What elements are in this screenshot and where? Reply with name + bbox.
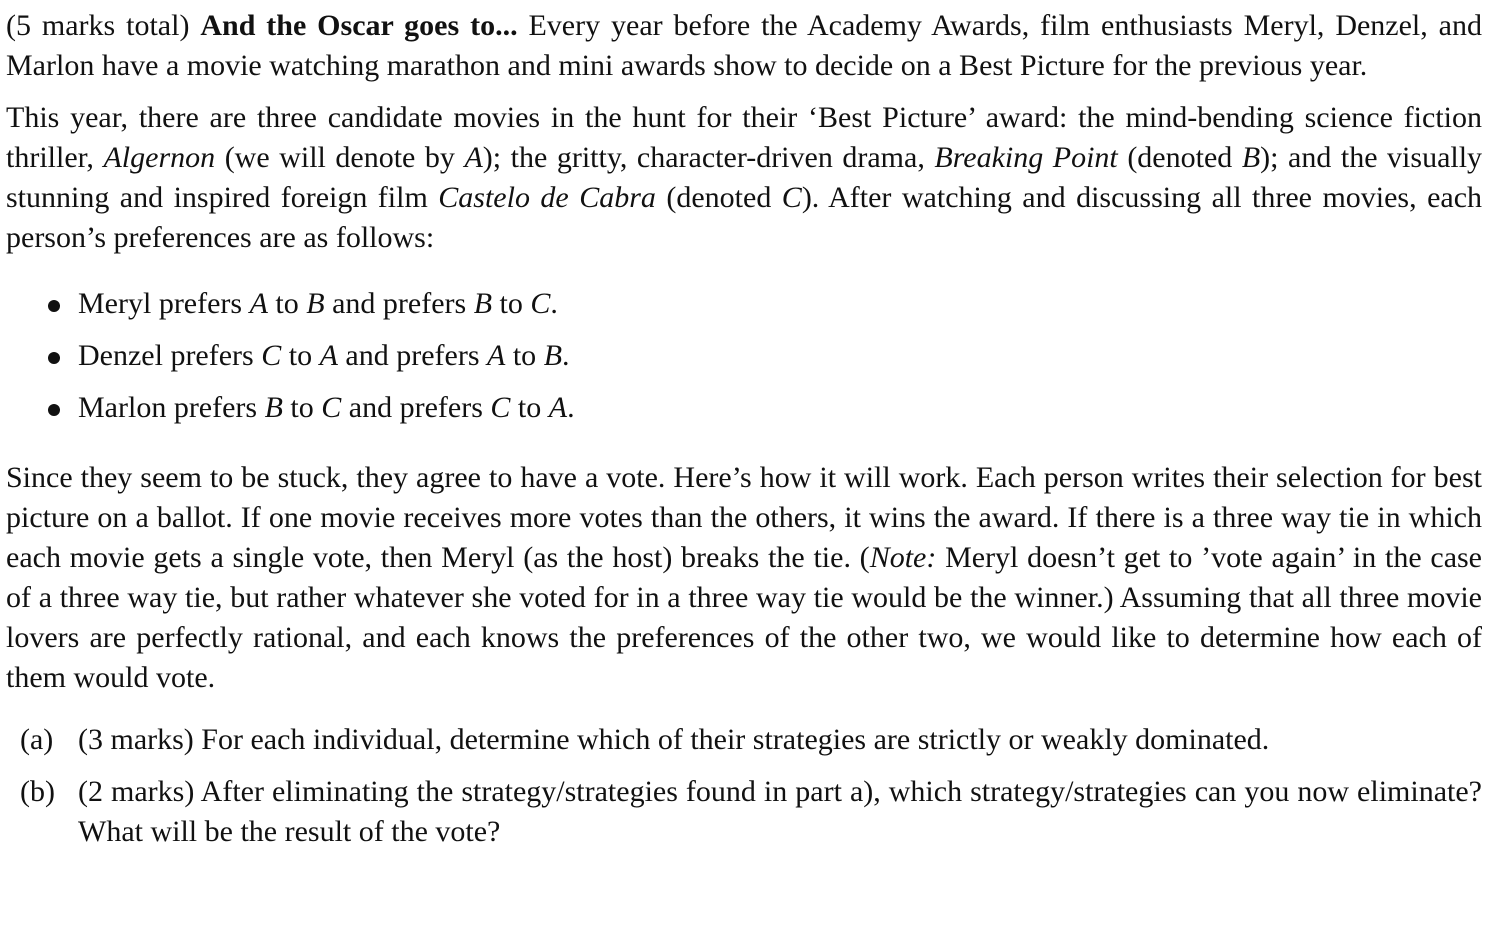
candidates-text: ); the gritty, character-driven drama, <box>482 141 925 174</box>
preference-item-denzel <box>6 334 1482 386</box>
preferences-list <box>6 282 1482 438</box>
candidates-text: This year, there are three candidate movies in the hunt for their ‘Best Picture’ award: the mind-bending science fiction thriller, <box>6 101 1482 174</box>
movie-breaking-point: Breaking Point <box>934 141 1118 174</box>
movie-symbol: C <box>490 391 511 424</box>
question-part-a <box>6 720 1482 760</box>
bullet-icon <box>48 404 60 416</box>
bullet-icon <box>48 352 60 364</box>
candidates-text: ). After watching and discussing all three movies, each person’s preferences are as follows: <box>6 181 1483 254</box>
voting-rules-paragraph <box>6 458 1482 698</box>
preference-text: to <box>290 391 314 424</box>
symbol-c: C <box>781 181 802 214</box>
candidates-text: ); and the visually stunning and inspired foreign film <box>6 141 1483 214</box>
candidates-paragraph <box>6 98 1482 258</box>
preference-text: and prefers <box>348 391 483 424</box>
bullet-icon <box>48 300 60 312</box>
preference-text: . <box>567 391 575 424</box>
intro-text: Every year before the Academy Awards, film enthusiasts Meryl, Denzel, and Marlon have a movie watching marathon and mini awards show to decide on a Best Picture for the previous year. <box>6 9 1482 82</box>
intro-paragraph <box>6 6 1482 86</box>
question-parts <box>6 720 1482 852</box>
movie-symbol: C <box>321 391 342 424</box>
movie-algernon: Algernon <box>103 141 216 174</box>
preference-text: . <box>562 339 570 372</box>
part-text: (2 marks) After eliminating the strategy/strategies found in part a), which strategy/strategies can you now eliminate? What will be the result of the vote? <box>78 775 1482 848</box>
part-text: (3 marks) For each individual, determine which of their strategies are strictly or weakly dominated. <box>78 723 1270 756</box>
preference-item-marlon <box>6 386 1482 438</box>
question-part-b <box>6 772 1482 852</box>
preference-text: Meryl prefers <box>78 287 243 320</box>
preference-text: . <box>550 287 558 320</box>
candidates-text: (we will denote by <box>224 141 455 174</box>
movie-symbol: B <box>264 391 283 424</box>
candidates-text: (denoted <box>1127 141 1233 174</box>
movie-symbol: A <box>319 339 338 372</box>
marks-total: (5 marks total) <box>6 9 190 42</box>
preference-text: to <box>512 339 537 372</box>
preference-text: Marlon prefers <box>78 391 258 424</box>
movie-castelo-de-cabra: Castelo de Cabra <box>438 181 656 214</box>
preference-text: to <box>275 287 299 320</box>
movie-symbol: B <box>543 339 563 372</box>
preference-text: and prefers <box>332 287 467 320</box>
movie-symbol: A <box>548 391 568 424</box>
movie-symbol: B <box>473 287 493 320</box>
symbol-a: A <box>464 141 483 174</box>
part-label: (b) <box>20 775 55 808</box>
movie-symbol: A <box>249 287 268 320</box>
movie-symbol: C <box>261 339 282 372</box>
preference-text: to <box>288 339 313 372</box>
preference-text: Denzel prefers <box>78 339 254 372</box>
movie-symbol: B <box>306 287 325 320</box>
movie-symbol: A <box>487 339 506 372</box>
preference-text: to <box>499 287 523 320</box>
part-label: (a) <box>20 723 54 756</box>
preference-text: to <box>517 391 542 424</box>
note-label: Note: <box>869 541 937 574</box>
preference-text: and prefers <box>345 339 480 372</box>
movie-symbol: C <box>530 287 551 320</box>
voting-text: Meryl doesn’t get to ’vote again’ in the case of a three way tie, but rather whatever she voted for in a three way tie would be the winner.) Assuming that all three movie lovers are perfectly rational, and each knows the preferences of the other two, we would like to determine how each of them would vote. <box>6 541 1482 694</box>
candidates-text: (denoted <box>666 181 772 214</box>
symbol-b: B <box>1241 141 1261 174</box>
preference-item-meryl <box>6 282 1482 334</box>
problem-title: And the Oscar goes to... <box>200 9 518 42</box>
voting-text: Since they seem to be stuck, they agree to have a vote. Here’s how it will work. Each person writes their selection for best picture on a ballot. If one movie receives more votes than the others, it wins the award. If there is a three way tie in which each movie gets a single vote, then Meryl (as the host) breaks the tie. ( <box>6 461 1482 574</box>
